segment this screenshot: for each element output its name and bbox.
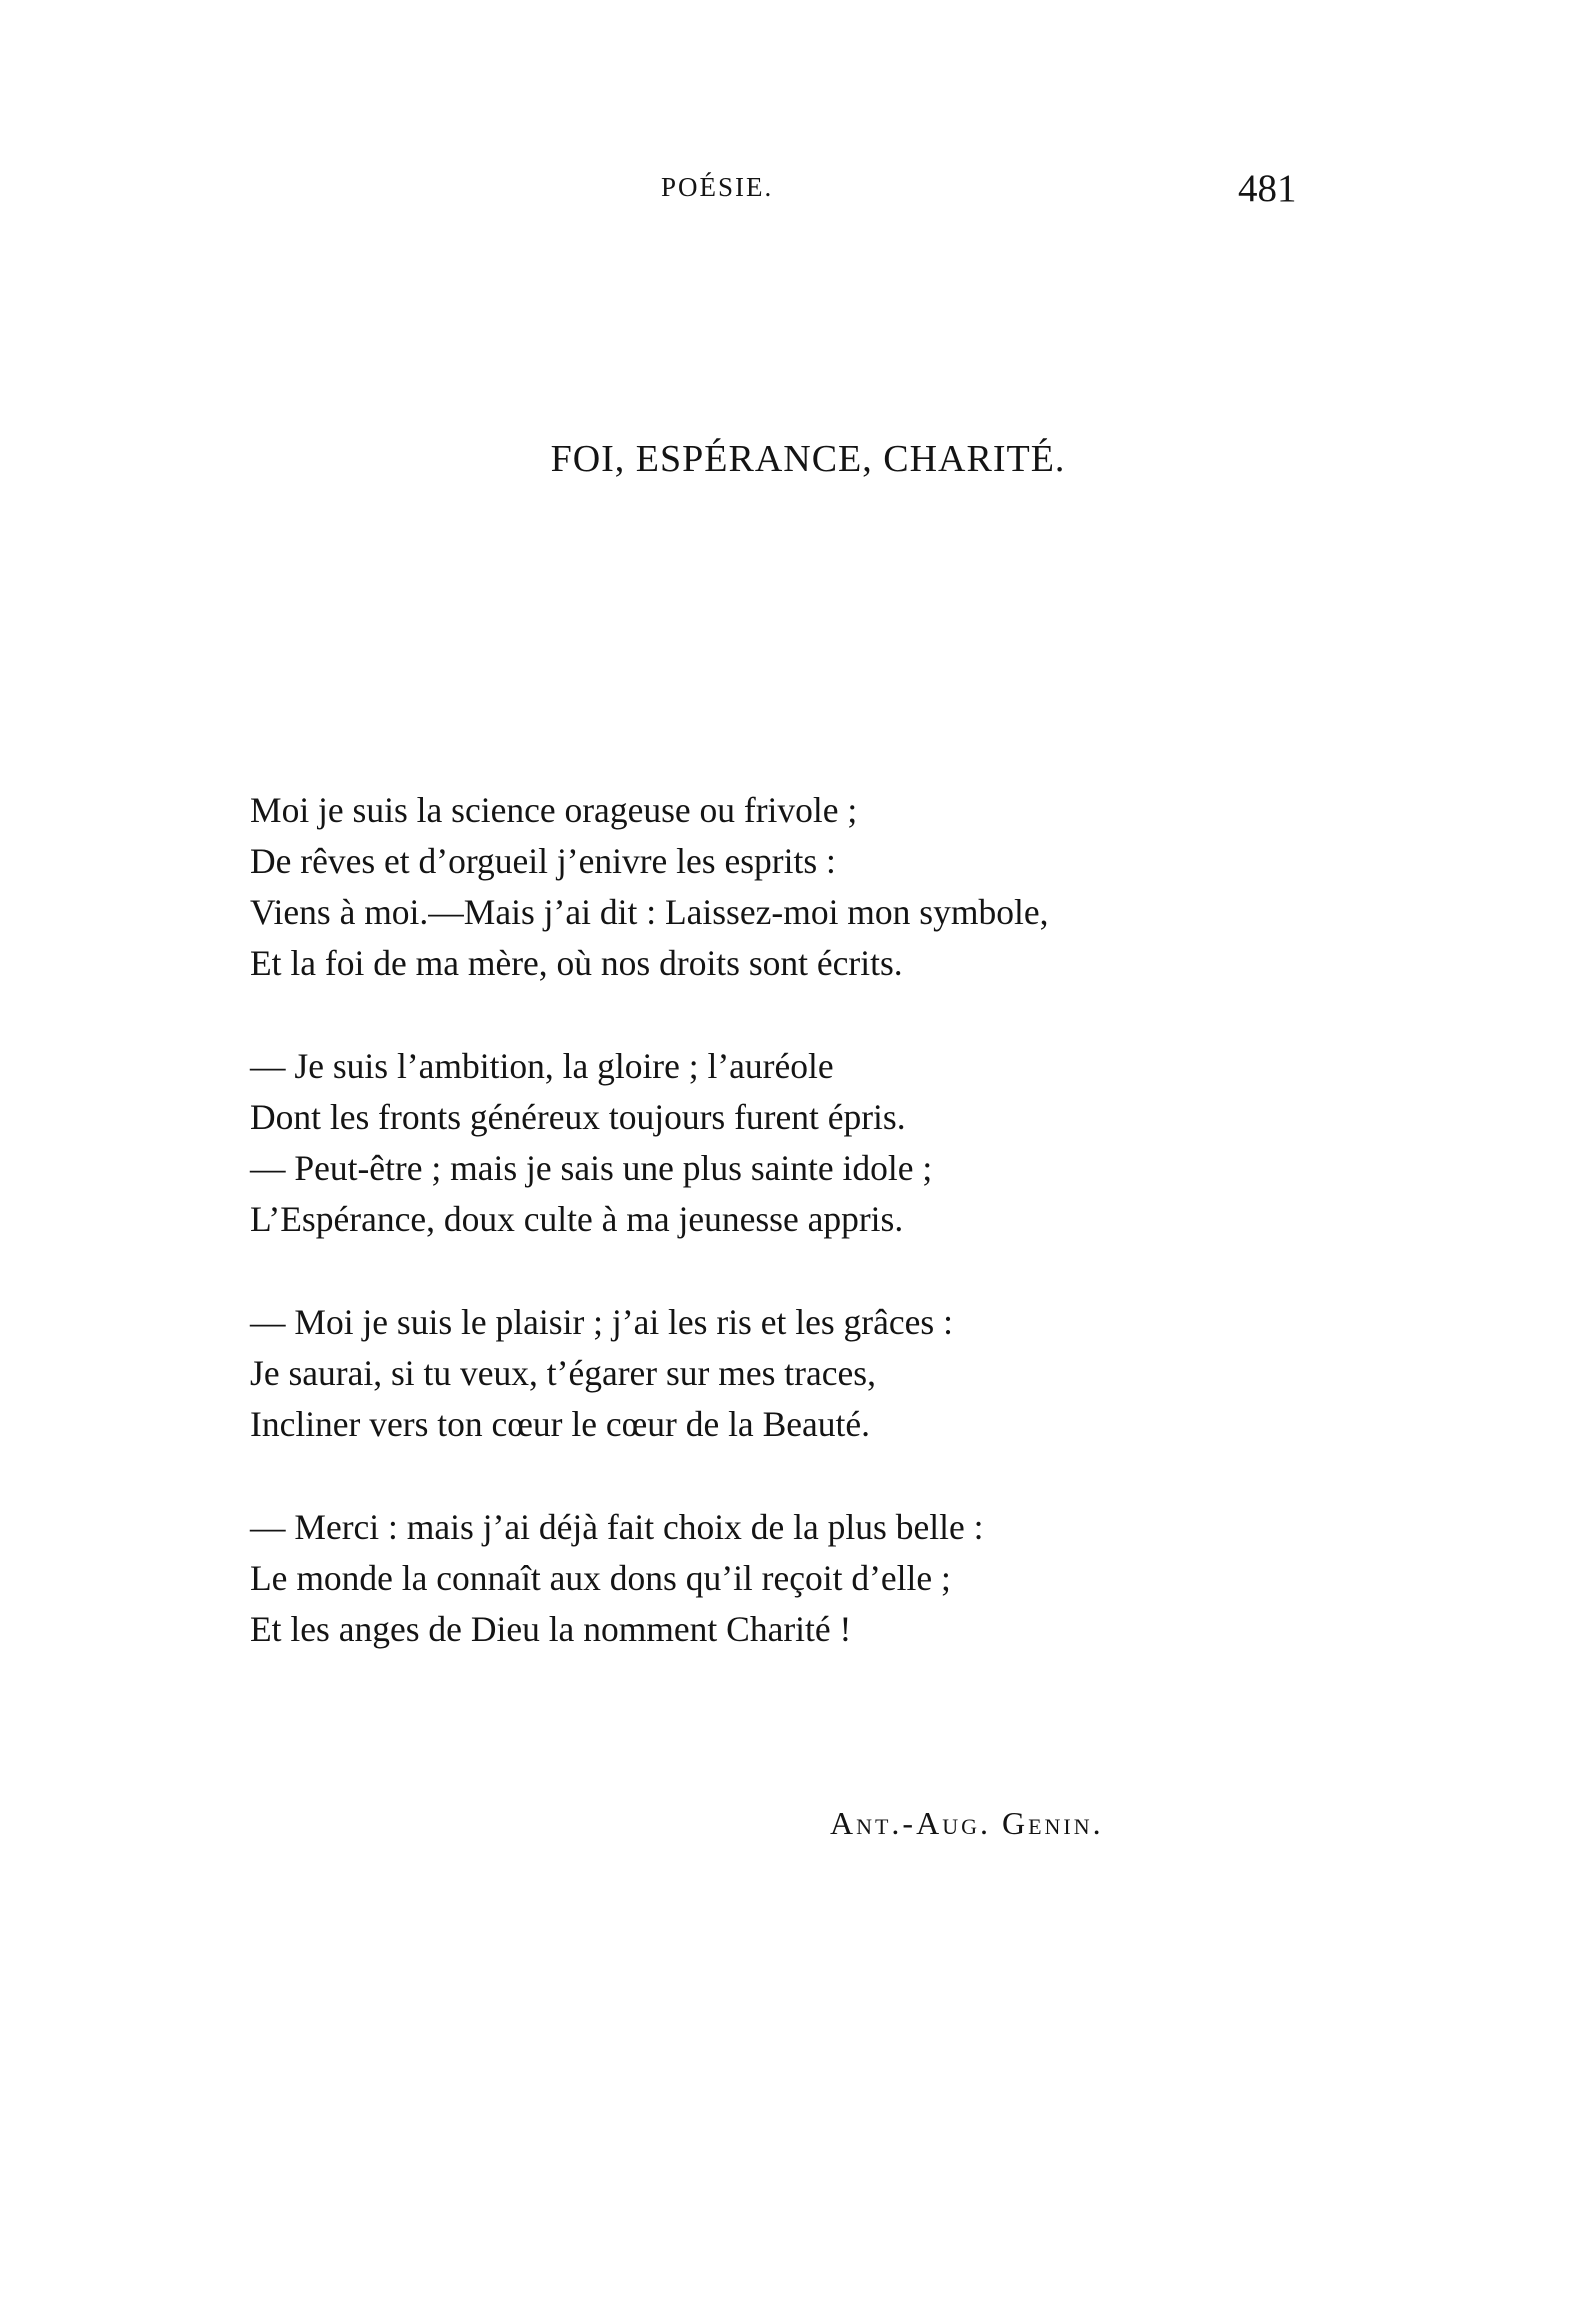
verse-line: — Moi je suis le plaisir ; j’ai les ris et les grâces : [250,1302,953,1342]
verse-line: Viens à moi.—Mais j’ai dit : Laissez-moi mon symbole, [250,892,1049,932]
stanza-2 [250,1041,1300,1245]
stanza-4 [250,1502,1300,1655]
verse-line: Et les anges de Dieu la nomment Charité ! [250,1609,852,1649]
verse-line: L’Espérance, doux culte à ma jeunesse appris. [250,1199,904,1239]
verse-line: — Peut-être ; mais je sais une plus sainte idole ; [250,1148,933,1188]
verse-line: Incliner vers ton cœur le cœur de la Beauté. [250,1404,871,1444]
verse-line: De rêves et d’orgueil j’enivre les esprits : [250,841,836,881]
verse-line: Dont les fronts généreux toujours furent épris. [250,1097,906,1137]
author-signature: Ant.-Aug. Genin. [830,1805,1104,1841]
stanza-1 [250,785,1300,989]
section-title: POÉSIE. [661,172,774,202]
poem-title: FOI, ESPÉRANCE, CHARITÉ. [550,438,1066,480]
stanza-3 [250,1297,1300,1450]
page-number: 481 [1238,167,1297,210]
running-head [0,167,1572,222]
verse-line: — Merci : mais j’ai déjà fait choix de la plus belle : [250,1507,984,1547]
verse-line: Moi je suis la science orageuse ou frivole ; [250,790,858,830]
verse-line: — Je suis l’ambition, la gloire ; l’auréole [250,1046,834,1086]
verse-line: Le monde la connaît aux dons qu’il reçoit d’elle ; [250,1558,951,1598]
poem-body [250,785,1300,1707]
verse-line: Je saurai, si tu veux, t’égarer sur mes traces, [250,1353,876,1393]
verse-line: Et la foi de ma mère, où nos droits sont écrits. [250,943,903,983]
